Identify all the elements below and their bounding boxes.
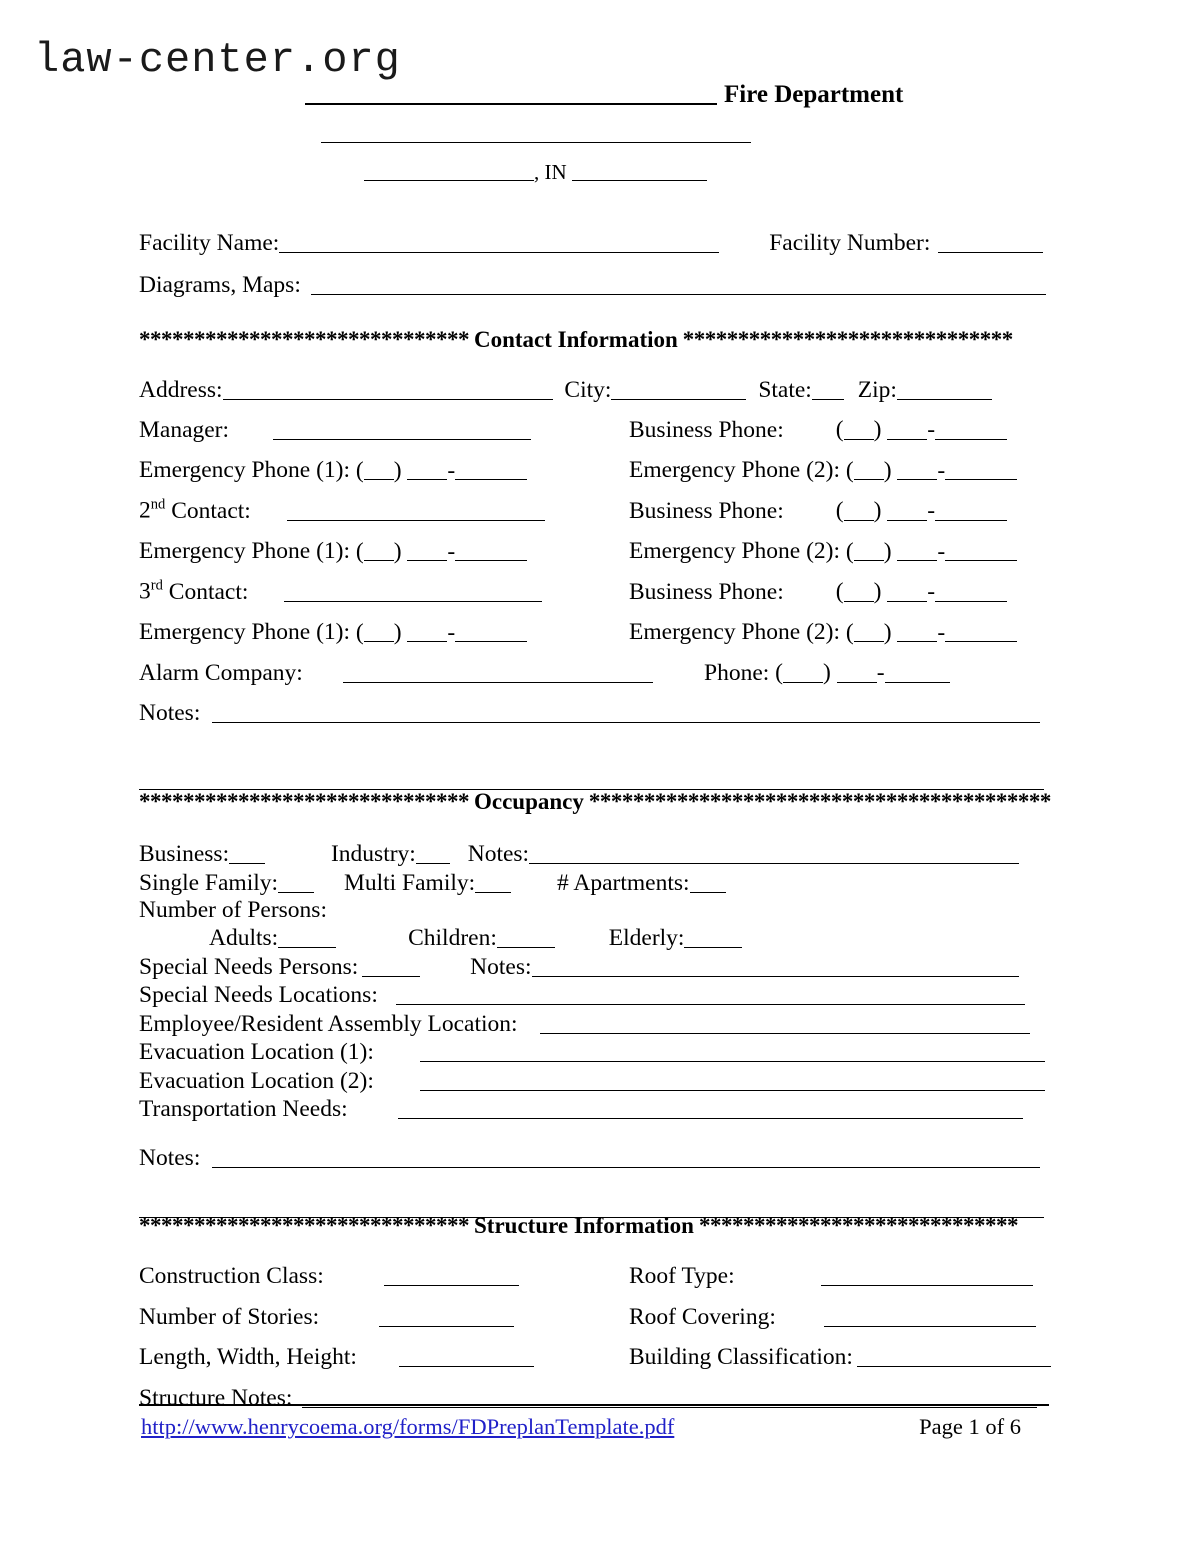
occupancy-final-notes-row xyxy=(139,1143,1049,1181)
transportation-needs-input[interactable] xyxy=(398,1095,1023,1120)
transportation-needs-row xyxy=(139,1095,1049,1124)
business-input[interactable] xyxy=(229,840,265,865)
phone-open-paren: ( xyxy=(355,619,364,646)
footer-source-url-link[interactable]: http://www.henrycoema.org/forms/FDPreplanTemplate.pdf xyxy=(141,1414,675,1439)
emergency-2-line[interactable] xyxy=(945,618,1017,643)
assembly-location-row xyxy=(139,1009,1049,1038)
alarm-company-row xyxy=(139,658,1049,699)
multi-family-label: Multi Family: xyxy=(343,869,476,896)
contact-notes-row xyxy=(139,699,1049,740)
third-contact-group xyxy=(139,577,542,606)
contact-notes-row-2 xyxy=(139,739,1049,785)
emergency-2-area[interactable] xyxy=(854,456,884,481)
phone-open-paren: ( xyxy=(835,578,844,605)
third-contact-ordinal-suffix: rd xyxy=(150,578,163,595)
second-contact-ordinal-suffix: nd xyxy=(150,497,166,514)
city-label: City: xyxy=(564,376,612,403)
phone-open-paren: ( xyxy=(355,457,364,484)
third-contact-input[interactable] xyxy=(284,577,542,602)
section-title-contact: Contact Information xyxy=(474,327,678,352)
manager-phone-area[interactable] xyxy=(844,415,874,440)
phone-close-paren: ) xyxy=(883,457,892,484)
diagrams-maps-row xyxy=(139,270,1049,312)
contact-notes-input-1[interactable] xyxy=(212,699,1040,724)
manager-emergency-phones-row xyxy=(139,456,1049,497)
divider-contact-information xyxy=(139,327,1049,353)
building-classification-label: Building Classification: xyxy=(629,1344,853,1371)
length-width-height-label: Length, Width, Height: xyxy=(139,1344,357,1371)
elderly-label: Elderly: xyxy=(608,925,685,952)
occupancy-final-notes-input-2[interactable] xyxy=(139,1193,1044,1218)
emergency-phone-2-group xyxy=(629,537,1017,566)
phone-close-paren: ) xyxy=(393,538,402,565)
evacuation-location-2-label: Evacuation Location (2): xyxy=(139,1067,374,1094)
roof-covering-label: Roof Covering: xyxy=(629,1303,776,1330)
phone-dash: - xyxy=(937,538,946,565)
apartments-input[interactable] xyxy=(690,868,726,893)
manager-group xyxy=(139,415,531,444)
form-body xyxy=(139,228,1049,1424)
emergency-1-area[interactable] xyxy=(364,456,394,481)
occupancy-final-notes-group-2 xyxy=(139,1193,1044,1222)
second-contact-input[interactable] xyxy=(287,496,545,521)
alarm-phone-label: Phone: xyxy=(704,659,770,686)
occupancy-final-notes-label: Notes: xyxy=(139,1144,201,1171)
construction-class-row xyxy=(139,1262,1049,1303)
second-contact-phone-prefix[interactable] xyxy=(887,496,927,521)
occupancy-final-notes-row-2 xyxy=(139,1181,1049,1209)
phone-close-paren: ) xyxy=(883,619,892,646)
assembly-location-input[interactable] xyxy=(540,1009,1030,1034)
phone-close-paren: ) xyxy=(873,416,882,443)
persons-breakdown-row xyxy=(139,924,1049,953)
second-contact-phone-area[interactable] xyxy=(844,496,874,521)
emergency-2-area[interactable] xyxy=(854,537,884,562)
contact-notes-label: Notes: xyxy=(139,700,201,727)
special-needs-locations-label: Special Needs Locations: xyxy=(139,982,378,1009)
alarm-company-group xyxy=(139,658,653,687)
phone-dash: - xyxy=(937,619,946,646)
divider-stars-left: ****************************** xyxy=(139,327,469,352)
emergency-phone-1-label: Emergency Phone (1): xyxy=(139,619,351,646)
industry-label: Industry: xyxy=(330,841,416,868)
header-address-row xyxy=(0,126,1191,148)
emergency-2-prefix[interactable] xyxy=(897,618,937,643)
phone-dash: - xyxy=(447,538,456,565)
footer-content xyxy=(139,1414,1049,1444)
manager-business-phone-group xyxy=(629,415,1007,444)
assembly-location-label: Employee/Resident Assembly Location: xyxy=(139,1010,518,1037)
alarm-phone-area[interactable] xyxy=(783,658,823,683)
alarm-company-input[interactable] xyxy=(343,658,653,683)
contact-notes-input-2[interactable] xyxy=(139,765,1044,790)
roof-type-label: Roof Type: xyxy=(629,1263,735,1290)
address-input[interactable] xyxy=(223,375,553,400)
emergency-phone-2-group xyxy=(629,456,1017,485)
emergency-2-prefix[interactable] xyxy=(897,456,937,481)
business-industry-row xyxy=(139,840,1049,869)
emergency-phone-1-label: Emergency Phone (1): xyxy=(139,457,351,484)
phone-open-paren: ( xyxy=(845,619,854,646)
address-row xyxy=(139,375,1049,415)
evacuation-location-2-input[interactable] xyxy=(420,1066,1045,1091)
phone-close-paren: ) xyxy=(883,538,892,565)
document-header xyxy=(0,78,1191,185)
manager-label: Manager: xyxy=(139,416,230,443)
emergency-2-prefix[interactable] xyxy=(897,537,937,562)
third-contact-phone-area[interactable] xyxy=(844,577,874,602)
second-contact-label: Contact: xyxy=(171,497,251,524)
address-label: Address: xyxy=(139,376,223,403)
phone-close-paren: ) xyxy=(873,578,882,605)
evacuation-location-2-row xyxy=(139,1066,1049,1095)
header-zip-blank[interactable] xyxy=(572,159,707,181)
adults-input[interactable] xyxy=(278,924,336,949)
header-address-blank[interactable] xyxy=(321,126,751,143)
special-needs-notes-label: Notes: xyxy=(470,953,532,980)
emergency-1-prefix[interactable] xyxy=(407,537,447,562)
roof-covering-group xyxy=(629,1302,1036,1331)
construction-class-group xyxy=(139,1262,519,1291)
phone-dash: - xyxy=(447,619,456,646)
third-contact-phone-line[interactable] xyxy=(935,577,1007,602)
section-title-structure: Structure Information xyxy=(474,1213,694,1239)
footer-page-number: Page 1 of 6 xyxy=(919,1414,1021,1439)
number-of-stories-group xyxy=(139,1302,514,1331)
roof-type-input[interactable] xyxy=(821,1262,1033,1287)
occupancy-notes-label: Notes: xyxy=(467,841,530,868)
phone-dash: - xyxy=(927,578,936,605)
alarm-phone-group xyxy=(704,658,950,687)
building-classification-input[interactable] xyxy=(857,1343,1051,1368)
children-label: Children: xyxy=(408,925,497,952)
third-contact-emergency-phones-row xyxy=(139,618,1049,659)
third-contact-business-phone-group xyxy=(629,577,1007,606)
fire-department-label: Fire Department xyxy=(724,81,904,108)
transportation-needs-label: Transportation Needs: xyxy=(139,1096,348,1123)
business-phone-label: Business Phone: xyxy=(629,497,784,524)
contact-notes-group xyxy=(139,699,1040,728)
emergency-phone-2-group xyxy=(629,618,1017,647)
divider-stars-right: ****************************** xyxy=(682,327,1013,352)
business-phone-label: Business Phone: xyxy=(629,416,784,443)
phone-close-paren: ) xyxy=(873,497,882,524)
apartments-label: # Apartments: xyxy=(557,869,690,896)
phone-open-paren: ( xyxy=(355,538,364,565)
third-contact-phone-prefix[interactable] xyxy=(887,577,927,602)
phone-dash: - xyxy=(447,457,456,484)
emergency-phone-1-group xyxy=(139,618,527,647)
manager-phone-line[interactable] xyxy=(935,415,1007,440)
alarm-phone-prefix[interactable] xyxy=(837,658,877,683)
manager-input[interactable] xyxy=(273,415,531,440)
business-phone-label: Business Phone: xyxy=(629,578,784,605)
alarm-company-label: Alarm Company: xyxy=(139,659,303,686)
emergency-phone-1-group xyxy=(139,456,527,485)
emergency-phone-1-group xyxy=(139,537,527,566)
emergency-phone-2-label: Emergency Phone (2): xyxy=(629,619,841,646)
emergency-1-area[interactable] xyxy=(364,537,394,562)
second-contact-phone-line[interactable] xyxy=(935,496,1007,521)
phone-open-paren: ( xyxy=(845,457,854,484)
evacuation-location-1-row xyxy=(139,1038,1049,1067)
watermark-law-center: law-center.org xyxy=(34,36,401,84)
number-of-persons-row xyxy=(139,897,1049,924)
phone-open-paren: ( xyxy=(835,497,844,524)
emergency-2-line[interactable] xyxy=(945,537,1017,562)
family-apartments-row xyxy=(139,868,1049,897)
document-footer xyxy=(139,1404,1049,1444)
construction-class-label: Construction Class: xyxy=(139,1263,324,1290)
emergency-2-area[interactable] xyxy=(854,618,884,643)
emergency-phone-2-label: Emergency Phone (2): xyxy=(629,538,841,565)
industry-input[interactable] xyxy=(416,840,450,865)
third-contact-label: Contact: xyxy=(168,578,249,605)
occupancy-block xyxy=(139,840,1049,1124)
number-of-stories-label: Number of Stories: xyxy=(139,1303,320,1330)
phone-dash: - xyxy=(927,416,936,443)
divider-stars-left: ****************************** xyxy=(139,1213,469,1239)
phone-close-paren: ) xyxy=(393,619,402,646)
section-title-occupancy: Occupancy xyxy=(474,789,584,815)
state-label: State: xyxy=(758,376,812,403)
emergency-1-prefix[interactable] xyxy=(407,456,447,481)
phone-open-paren: ( xyxy=(835,416,844,443)
emergency-1-line[interactable] xyxy=(455,456,527,481)
occupancy-final-notes-input-1[interactable] xyxy=(212,1143,1040,1168)
number-of-stories-input[interactable] xyxy=(379,1302,514,1327)
state-input[interactable] xyxy=(812,375,844,400)
business-label: Business: xyxy=(139,841,230,868)
emergency-1-line[interactable] xyxy=(455,537,527,562)
diagrams-maps-input[interactable] xyxy=(311,270,1046,295)
emergency-phone-2-label: Emergency Phone (2): xyxy=(629,457,841,484)
alarm-phone-line[interactable] xyxy=(885,658,950,683)
phone-open-paren: ( xyxy=(775,659,783,686)
second-contact-group xyxy=(139,496,545,525)
special-needs-persons-input[interactable] xyxy=(362,952,420,977)
third-contact-row xyxy=(139,577,1049,618)
occupancy-final-notes-group xyxy=(139,1143,1040,1172)
phone-dash: - xyxy=(937,457,946,484)
length-width-height-group xyxy=(139,1343,534,1372)
emergency-1-area[interactable] xyxy=(364,618,394,643)
special-needs-persons-label: Special Needs Persons: xyxy=(139,953,359,980)
divider-stars-right: ****************************************** xyxy=(588,789,1051,815)
address-group xyxy=(139,375,992,404)
header-city-state-row xyxy=(0,159,1191,185)
facility-name-row xyxy=(139,228,1049,270)
facility-number-label: Facility Number: xyxy=(769,229,931,256)
manager-row xyxy=(139,415,1049,456)
facility-name-label: Facility Name: xyxy=(139,229,280,256)
zip-input[interactable] xyxy=(897,375,992,400)
phone-dash: - xyxy=(927,497,936,524)
emergency-1-prefix[interactable] xyxy=(407,618,447,643)
second-contact-emergency-phones-row xyxy=(139,537,1049,578)
single-family-label: Single Family: xyxy=(139,869,279,896)
elderly-input[interactable] xyxy=(684,924,742,949)
emergency-phone-1-label: Emergency Phone (1): xyxy=(139,538,351,565)
facility-name-input[interactable] xyxy=(279,228,719,253)
second-contact-business-phone-group xyxy=(629,496,1007,525)
single-family-input[interactable] xyxy=(278,868,314,893)
second-contact-row xyxy=(139,496,1049,537)
header-state-separator: , IN xyxy=(534,160,567,184)
phone-open-paren: ( xyxy=(845,538,854,565)
roof-covering-input[interactable] xyxy=(824,1302,1036,1327)
phone-close-paren: ) xyxy=(393,457,402,484)
evacuation-location-1-label: Evacuation Location (1): xyxy=(139,1039,374,1066)
roof-type-group xyxy=(629,1262,1033,1291)
evacuation-location-1-input[interactable] xyxy=(420,1038,1045,1063)
number-of-persons-label: Number of Persons: xyxy=(139,896,327,923)
contact-notes-group-2 xyxy=(139,765,1044,794)
phone-close-paren: ) xyxy=(822,659,831,686)
number-of-stories-row xyxy=(139,1302,1049,1343)
construction-class-input[interactable] xyxy=(384,1262,519,1287)
emergency-2-line[interactable] xyxy=(945,456,1017,481)
emergency-1-line[interactable] xyxy=(455,618,527,643)
facility-number-input[interactable] xyxy=(938,228,1043,253)
occupancy-notes-input[interactable] xyxy=(529,840,1019,865)
footer-divider-rule xyxy=(139,1404,1049,1406)
length-width-height-row xyxy=(139,1343,1049,1384)
second-contact-ordinal: 2 xyxy=(139,497,151,524)
divider-stars-left: ****************************** xyxy=(139,789,469,815)
city-input[interactable] xyxy=(611,375,746,400)
structure-notes-label: Structure Notes: xyxy=(139,1384,293,1411)
adults-label: Adults: xyxy=(209,925,279,952)
third-contact-ordinal: 3 xyxy=(139,578,151,605)
special-needs-locations-input[interactable] xyxy=(396,981,1025,1006)
special-needs-persons-row xyxy=(139,952,1049,981)
zip-label: Zip: xyxy=(857,376,897,403)
manager-phone-prefix[interactable] xyxy=(887,415,927,440)
length-width-height-input[interactable] xyxy=(399,1343,534,1368)
header-city-blank[interactable] xyxy=(364,159,534,181)
phone-dash: - xyxy=(876,659,885,686)
multi-family-input[interactable] xyxy=(475,868,511,893)
divider-stars-right: ***************************** xyxy=(698,1213,1018,1239)
building-classification-group xyxy=(629,1343,1051,1372)
special-needs-notes-input[interactable] xyxy=(532,952,1019,977)
special-needs-locations-row xyxy=(139,981,1049,1010)
diagrams-maps-label: Diagrams, Maps: xyxy=(139,271,301,298)
children-input[interactable] xyxy=(497,924,555,949)
